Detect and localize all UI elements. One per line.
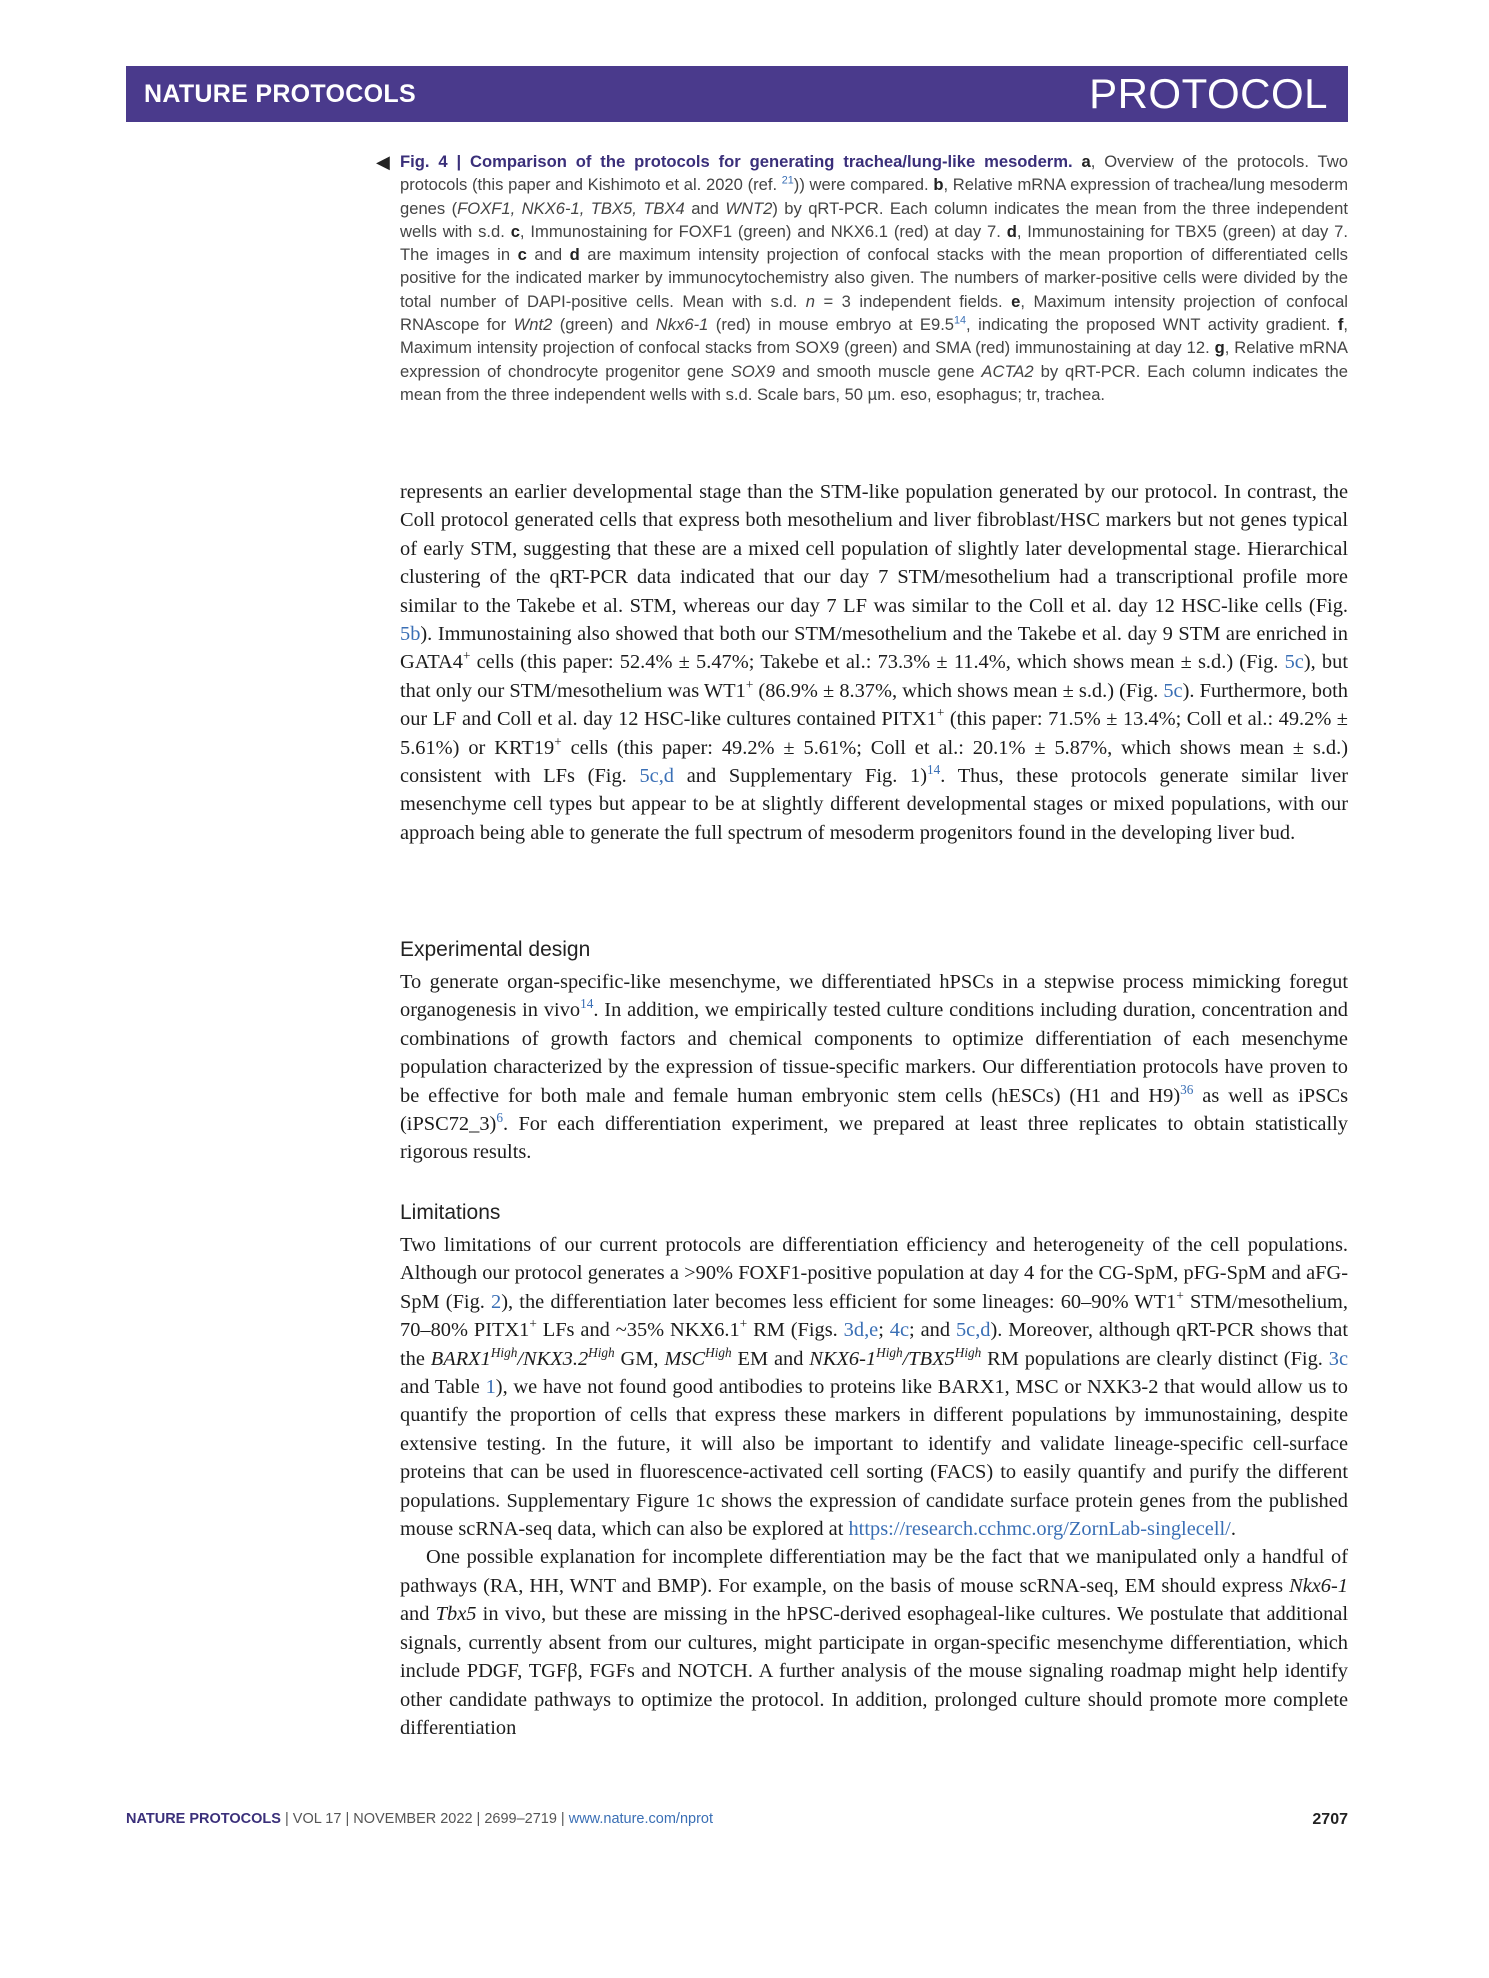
arrow-left-icon[interactable]: ◀ [376, 152, 390, 172]
footer-url[interactable]: www.nature.com/nprot [568, 1811, 713, 1827]
ref-link[interactable]: 36 [1180, 1081, 1194, 1097]
table-link[interactable]: 1 [485, 1376, 496, 1399]
caption-title: Fig. 4 | Comparison of the protocols for generating trachea/lung-like mesoderm. [400, 152, 1073, 171]
external-link[interactable]: https://research.cchmc.org/ZornLab-singlecell/ [848, 1518, 1231, 1541]
heading-limitations: Limitations [400, 1201, 501, 1224]
body-paragraph-1: represents an earlier developmental stage than the STM-like population generated by our protocol. In contrast, the Coll protocol generated cells that express both mesothelium and liver fibroblast/HSC markers but not genes typical of early STM, suggesting that these are a mixed cell population of slightly later developmental stage. Hierarchical clustering of the qRT-PCR data indicated that our day 7 STM/mesothelium had a transcriptional profile more similar to the Takebe et al. STM, whereas our day 7 LF was similar to the Coll et al. day 12 HSC-like cells (Fig. 5b). Immunostaining also showed that both our STM/mesothelium and the Takebe et al. day 9 STM are enriched in GATA4+ cells (this paper: 52.4% ± 5.47%; Takebe et al.: 73.3% ± 11.4%, which shows mean ± s.d.) (Fig. 5c), but that only our STM/mesothelium was WT1+ (86.9% ± 8.37%, which shows mean ± s.d.) (Fig. 5c). Furthermore, both our LF and Coll et al. day 12 HSC-like cultures contained PITX1+ (this paper: 71.5% ± 13.4%; Coll et al.: 49.2% ± 5.61%) or KRT19+ cells (this paper: 49.2% ± 5.61%; Coll et al.: 20.1% ± 5.87%, which shows mean ± s.d.) consistent with LFs (Fig. 5c,d and Supplementary Fig. 1)$^{14}$. Thus, these protocols generate similar liver mesenchyme cell types but appear to be at slightly different developmental stages or mixed populations, with our approach being able to generate the full spectrum of mesoderm progenitors found in the developing liver bud. [400, 481, 1349, 844]
fig-link[interactable]: 5c [1284, 651, 1304, 674]
journal-name: NATURE PROTOCOLS [144, 80, 416, 108]
fig-link[interactable]: 3c [1328, 1347, 1348, 1370]
page-number: 2707 [1312, 1811, 1348, 1828]
fig-link[interactable]: 5c,d [955, 1319, 991, 1342]
fig-link[interactable]: 3d,e [843, 1319, 879, 1342]
ref-link[interactable]: 14 [954, 314, 967, 327]
section-label: PROTOCOL [1089, 70, 1328, 117]
ref-link[interactable]: 14 [927, 762, 941, 778]
fig-link[interactable]: 2 [491, 1290, 502, 1313]
body-paragraph-design: To generate organ-specific-like mesenchyme, we differentiated hPSCs in a stepwise process mimicking foregut organogenesis in vivo$^{14}$. In addition, we empirically tested culture conditions including duration, concentration and combinations of growth factors and chemical components to optimize differentiation of each mesenchyme population characterized by the expression of tissue-specific markers. Our differentiation protocols have proven to be effective for both male and female human embryonic stem cells (hESCs) (H1 and H9)$^{36}$ as well as iPSCs (iPSC72_3)$^6$. For each differentiation experiment, we prepared at least three replicates to obtain statistically rigorous results. [400, 971, 1348, 1164]
fig-link[interactable]: 5c [1163, 679, 1183, 702]
ref-link[interactable]: 6 [496, 1110, 503, 1126]
header-banner [126, 66, 1348, 122]
fig-link[interactable]: 5c,d [639, 765, 675, 788]
fig-link[interactable]: 4c [889, 1319, 910, 1342]
ref-link[interactable]: 14 [580, 996, 594, 1012]
footer-journal: NATURE PROTOCOLS [126, 1811, 281, 1827]
body-paragraph-limitations: Two limitations of our current protocols are differentiation efficiency and heterogeneity of the cell populations. Although our protocol generates a >90% FOXF1-positive population at day 4 for the CG-SpM, pFG-SpM and aFG-SpM (Fig. 2), the differentiation later becomes less efficient for some lineages: 60–90% WT1+ STM/mesothelium, 70–80% PITX1+ LFs and ~35% NKX6.1+ RM (Figs. 3d,e; 4c; and 5c,d). Moreover, although qRT-PCR shows that the $BARX1^{High}/NKX3.2^{High}$ GM, $MSC^{High}$ EM and $NKX6-1^{High}/TBX5^{High}$ RM populations are clearly distinct (Fig. 3c and Table 1), we have not found good antibodies to proteins like BARX1, MSC or NXK3-2 that would allow us to quantify the proportion of cells that express these markers in different populations by immunostaining, despite extensive testing. In the future, it will also be important to identify and validate lineage-specific cell-surface proteins that can be used in fluorescence-activated cell sorting (FACS) to easily quantify and purify the different populations. Supplementary Figure 1c shows the expression of candidate surface protein genes from the published mouse scRNA-seq data, which can also be explored at https://research.cchmc.org/ZornLab-singlecell/. One possible explanation for incomplete differentiation may be the fact that we manipulated only a handful of pathways (RA, HH, WNT and BMP). For example, on the basis of mouse scRNA-seq, EM should express Nkx6-1 and Tbx5 in vivo, but these are missing in the hPSC-derived esophageal-like cultures. We postulate that additional signals, currently absent from our cultures, might participate in organ-specific mesenchyme differentiation, which include PDGF, TGFβ, FGFs and NOTCH. A further analysis of the mouse signaling roadmap might help identify other candidate pathways to optimize the protocol. In addition, prolonged culture should promote more complete differentiation [400, 1234, 1349, 1739]
figure-caption: ◀ Fig. 4 | Comparison of the protocols for generating trachea/lung-like mesoderm. a, Overview of the protocols. Two protocols (this paper and Kishimoto et al. 2020 (ref. $^{21}$)) were compared. b, Relative mRNA expression of trachea/lung mesoderm genes (FOXF1, NKX6-1, TBX5, TBX4 and WNT2) by qRT-PCR. Each column indicates the mean from the three independent wells with s.d. c, Immunostaining for FOXF1 (green) and NKX6.1 (red) at day 7. d, Immunostaining for TBX5 (green) at day 7. The images in c and d are maximum intensity projection of confocal stacks with the mean proportion of differentiated cells positive for the indicated marker by immunocytochemistry also given. The numbers of marker-positive cells were divided by the total number of DAPI-positive cells. Mean with s.d. n = 3 independent fields. e, Maximum intensity projection of confocal RNAscope for Wnt2 (green) and Nkx6-1 (red) in mouse embryo at E9.5$^{14}$, indicating the proposed WNT activity gradient. f, Maximum intensity projection of confocal stacks from SOX9 (green) and SMA (red) immunostaining at day 12. g, Relative mRNA expression of chondrocyte progenitor gene SOX9 and smooth muscle gene ACTA2 by qRT-PCR. Each column indicates the mean from the three independent wells with s.d. Scale bars, 50 µm. eso, esophagus; tr, trachea. [376, 152, 1349, 404]
page-footer [126, 1811, 1348, 1827]
footer-info: | VOL 17 | NOVEMBER 2022 | 2699–2719 | [280, 1811, 569, 1827]
fig-link[interactable]: 5b [400, 623, 421, 646]
ref-link[interactable]: 21 [781, 174, 794, 187]
heading-experimental-design: Experimental design [400, 938, 591, 961]
